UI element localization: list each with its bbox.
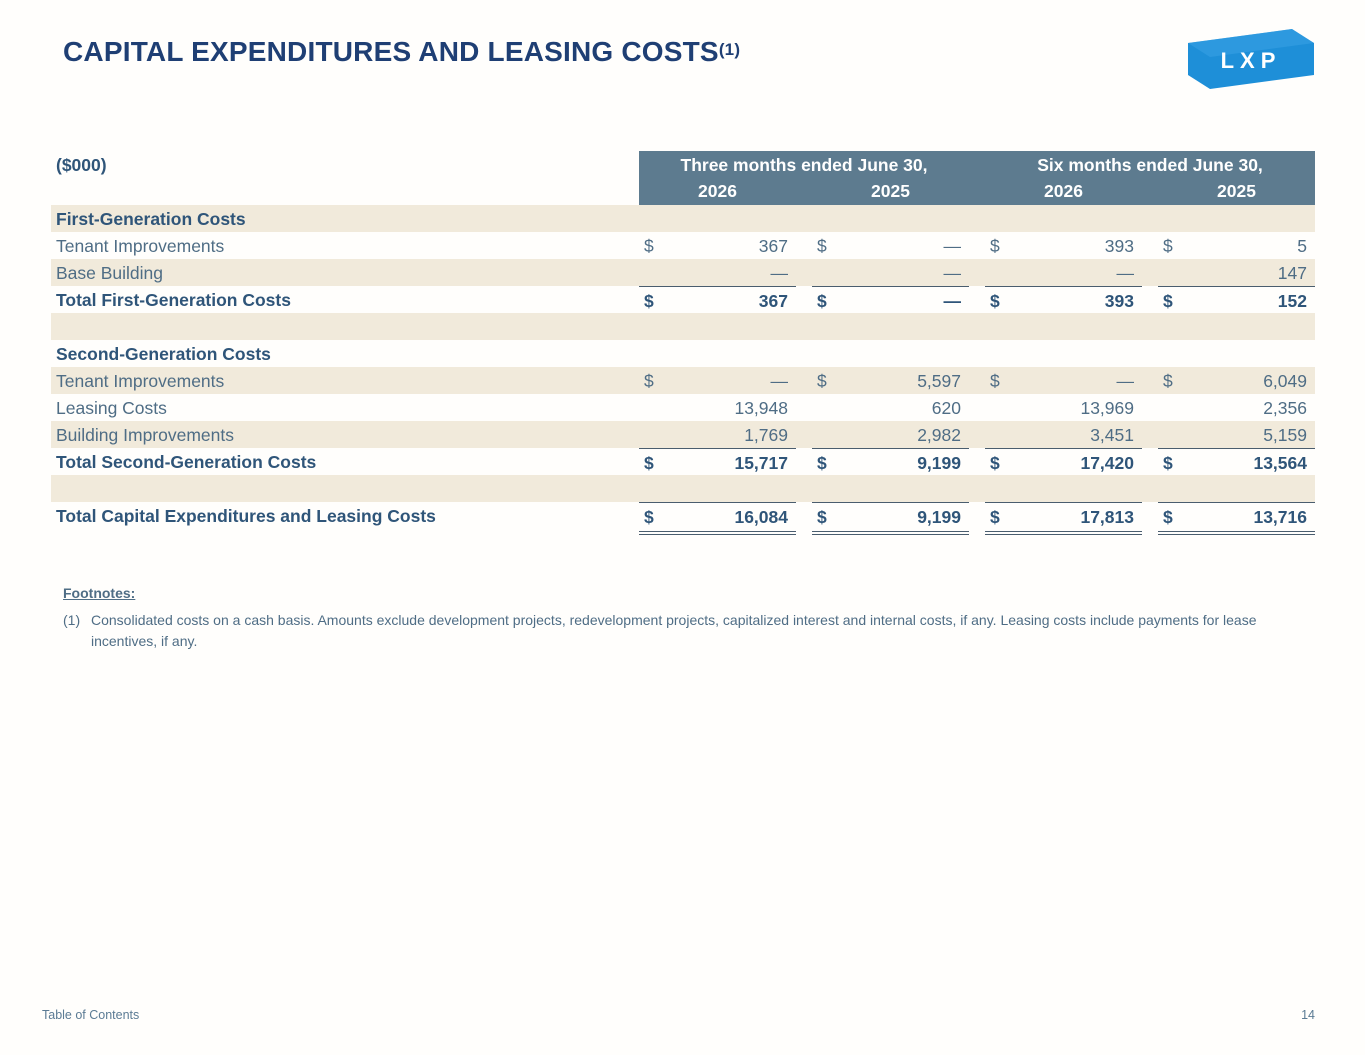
row-label: Total Second-Generation Costs — [56, 452, 317, 472]
table-header — [51, 151, 1315, 205]
table-cell — [1158, 205, 1315, 232]
table-cell — [639, 502, 796, 530]
table-cell — [1158, 502, 1315, 530]
row-label: Base Building — [56, 263, 164, 283]
currency-symbol: $ — [990, 453, 1000, 473]
currency-symbol: $ — [644, 371, 654, 391]
currency-symbol: $ — [817, 291, 827, 311]
spacer-row — [51, 475, 1315, 502]
unit-label: ($000) — [56, 155, 107, 175]
cell-value: 1,769 — [744, 425, 788, 445]
currency-symbol: $ — [1163, 453, 1173, 473]
cell-value: 13,948 — [734, 398, 788, 418]
table-body — [51, 205, 1315, 529]
table-cell — [1158, 232, 1315, 259]
cell-value: 17,813 — [1080, 507, 1134, 527]
currency-symbol: $ — [817, 453, 827, 473]
spacer-row — [51, 313, 1315, 340]
currency-symbol: $ — [817, 507, 827, 527]
table-cell — [1158, 313, 1315, 340]
table-cell — [639, 340, 796, 367]
table-cell — [812, 502, 969, 530]
table-row — [51, 421, 1315, 448]
table-cell — [985, 448, 1142, 476]
footnote-text: Consolidated costs on a cash basis. Amounts exclude development projects, redevelopment projects, capitalized interest and internal costs, if any. Leasing costs include payments for lease incentives, if any. — [91, 612, 1257, 649]
table-cell — [985, 475, 1142, 502]
cell-value: 5 — [1297, 236, 1307, 256]
table-cell — [985, 502, 1142, 530]
table-cell — [985, 286, 1142, 314]
cell-value: 13,969 — [1080, 398, 1134, 418]
page-title-text: CAPITAL EXPENDITURES AND LEASING COSTS — [63, 36, 719, 67]
table-cell — [639, 394, 796, 421]
table-cell — [812, 286, 969, 314]
row-label: Second-Generation Costs — [56, 344, 271, 364]
table-cell — [812, 313, 969, 340]
section-header-row — [51, 340, 1315, 367]
table-cell — [639, 367, 796, 394]
table-cell — [1158, 367, 1315, 394]
cell-value: — — [770, 371, 788, 391]
header-band — [639, 151, 1315, 205]
table-cell — [639, 286, 796, 314]
footnotes — [63, 585, 1271, 652]
cell-value: 367 — [758, 291, 788, 311]
cell-value: — — [943, 263, 961, 283]
table-cell — [639, 205, 796, 232]
currency-symbol: $ — [644, 236, 654, 256]
table-cell — [1158, 286, 1315, 314]
table-cell — [985, 367, 1142, 394]
page-number: 14 — [1301, 1008, 1315, 1022]
cell-value: — — [770, 263, 788, 283]
table-cell — [1158, 421, 1315, 448]
currency-symbol: $ — [644, 453, 654, 473]
currency-symbol: $ — [817, 236, 827, 256]
cell-value: — — [1116, 263, 1134, 283]
table-row — [51, 394, 1315, 421]
cell-value: 393 — [1104, 236, 1134, 256]
row-label: Total Capital Expenditures and Leasing Costs — [56, 506, 436, 526]
capex-table — [51, 151, 1315, 529]
currency-symbol: $ — [644, 507, 654, 527]
currency-symbol: $ — [990, 507, 1000, 527]
year-header: 2026 — [1044, 181, 1083, 201]
currency-symbol: $ — [644, 291, 654, 311]
footnotes-heading: Footnotes: — [63, 585, 136, 601]
footnote-item — [63, 610, 1271, 652]
cell-value: 6,049 — [1263, 371, 1307, 391]
row-label: Total First-Generation Costs — [56, 290, 291, 310]
cell-value: 147 — [1277, 263, 1307, 283]
year-header: 2025 — [871, 181, 910, 201]
table-row — [51, 502, 1315, 529]
table-cell — [639, 421, 796, 448]
table-cell — [985, 205, 1142, 232]
footnote-number: (1) — [63, 612, 81, 628]
table-cell — [812, 421, 969, 448]
table-cell — [985, 259, 1142, 286]
row-label: Tenant Improvements — [56, 371, 225, 391]
row-label: Tenant Improvements — [56, 236, 225, 256]
table-cell — [639, 259, 796, 286]
table-cell — [1158, 394, 1315, 421]
table-of-contents-link[interactable]: Table of Contents — [42, 1008, 140, 1022]
cell-value: 393 — [1104, 291, 1134, 311]
cell-value: 16,084 — [734, 507, 788, 527]
table-cell — [985, 421, 1142, 448]
currency-symbol: $ — [990, 236, 1000, 256]
currency-symbol: $ — [1163, 507, 1173, 527]
table-cell — [812, 205, 969, 232]
title-footnote-marker: (1) — [718, 40, 741, 59]
currency-symbol: $ — [990, 291, 1000, 311]
cell-value: 13,564 — [1253, 453, 1307, 473]
cell-value: 3,451 — [1090, 425, 1134, 445]
cell-value: 5,159 — [1263, 425, 1307, 445]
currency-symbol: $ — [817, 371, 827, 391]
row-label: Building Improvements — [56, 425, 234, 445]
row-label: Leasing Costs — [56, 398, 167, 418]
table-cell — [639, 232, 796, 259]
cell-value: 2,982 — [917, 425, 961, 445]
cell-value: — — [943, 236, 961, 256]
table-row — [51, 448, 1315, 475]
cell-value: 2,356 — [1263, 398, 1307, 418]
cell-value: 5,597 — [917, 371, 961, 391]
table-cell — [639, 313, 796, 340]
table-cell — [812, 259, 969, 286]
lxp-logo — [1188, 29, 1314, 89]
cell-value: 367 — [758, 236, 788, 256]
currency-symbol: $ — [1163, 236, 1173, 256]
page-title — [63, 36, 740, 68]
cell-value: 620 — [931, 398, 961, 418]
currency-symbol: $ — [990, 371, 1000, 391]
table-row — [51, 232, 1315, 259]
table-cell — [985, 313, 1142, 340]
table-row — [51, 286, 1315, 313]
table-cell — [812, 340, 969, 367]
table-cell — [985, 340, 1142, 367]
cell-value: 152 — [1277, 291, 1307, 311]
currency-symbol: $ — [1163, 291, 1173, 311]
table-row — [51, 259, 1315, 286]
table-cell — [639, 448, 796, 476]
table-cell — [985, 232, 1142, 259]
table-cell — [1158, 259, 1315, 286]
table-cell — [1158, 475, 1315, 502]
table-cell — [812, 475, 969, 502]
table-cell — [1158, 448, 1315, 476]
currency-symbol: $ — [1163, 371, 1173, 391]
table-cell — [812, 394, 969, 421]
table-cell — [1158, 340, 1315, 367]
group-header-six-months: Six months ended June 30, — [1037, 155, 1263, 175]
group-header-three-months: Three months ended June 30, — [680, 155, 928, 175]
table-cell — [639, 475, 796, 502]
cell-value: 9,199 — [917, 453, 961, 473]
logo-text: LXP — [1220, 48, 1282, 73]
year-header: 2026 — [698, 181, 737, 201]
row-label: First-Generation Costs — [56, 209, 246, 229]
table-cell — [812, 448, 969, 476]
cell-value: 15,717 — [734, 453, 788, 473]
section-header-row — [51, 205, 1315, 232]
cell-value: — — [1116, 371, 1134, 391]
cell-value: 17,420 — [1080, 453, 1134, 473]
cell-value: 13,716 — [1253, 507, 1307, 527]
table-cell — [985, 394, 1142, 421]
table-cell — [812, 232, 969, 259]
table-row — [51, 367, 1315, 394]
table-cell — [812, 367, 969, 394]
cell-value: 9,199 — [917, 507, 961, 527]
cell-value: — — [943, 291, 961, 311]
year-header: 2025 — [1217, 181, 1256, 201]
